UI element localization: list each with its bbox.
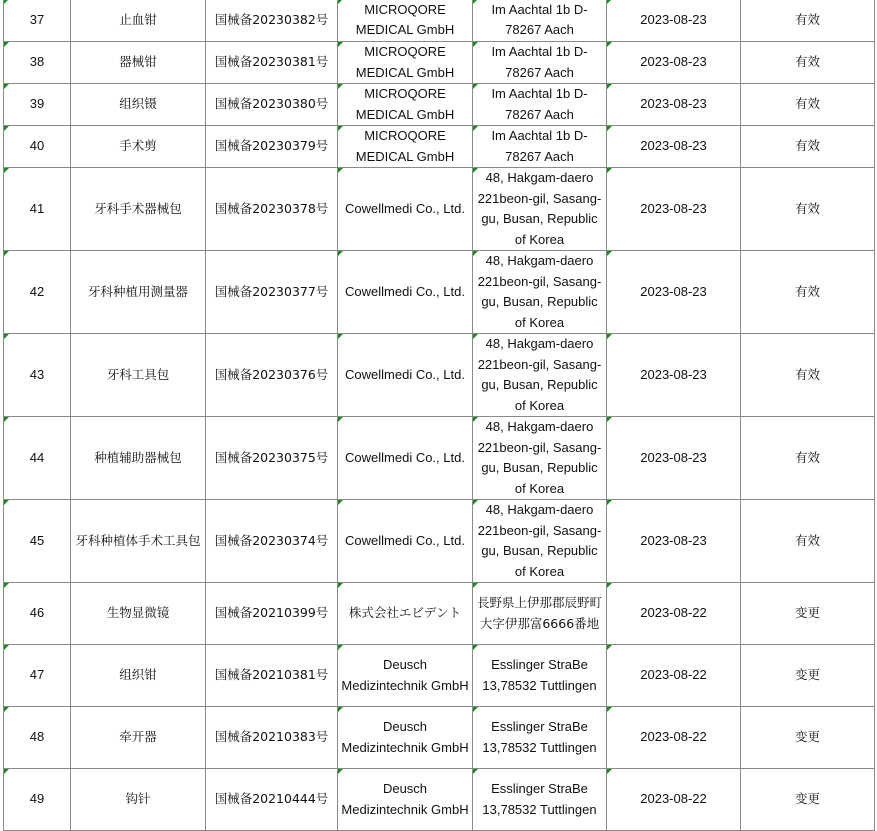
company-address: Esslinger StraBe 13,78532 Tuttlingen: [473, 645, 607, 707]
record-status: 有效: [741, 42, 875, 84]
record-date: 2023-08-23: [607, 42, 741, 84]
registration-number: 国械备20230376号: [206, 334, 338, 417]
record-status: 有效: [741, 168, 875, 251]
record-status: 有效: [741, 500, 875, 583]
record-status: 变更: [741, 769, 875, 831]
company-name: MICROQORE MEDICAL GmbH: [338, 84, 473, 126]
company-address: 48, Hakgam-daero 221beon-gil, Sasang-gu, Busan, Republic of Korea: [473, 251, 607, 334]
registration-number: 国械备20230375号: [206, 417, 338, 500]
company-name: Cowellmedi Co., Ltd.: [338, 334, 473, 417]
registration-number: 国械备20230379号: [206, 126, 338, 168]
row-number: 40: [4, 126, 71, 168]
company-name: MICROQORE MEDICAL GmbH: [338, 126, 473, 168]
product-name: 牙科种植用测量器: [71, 251, 206, 334]
product-name: 种植辅助器械包: [71, 417, 206, 500]
record-status: 有效: [741, 126, 875, 168]
record-date: 2023-08-23: [607, 417, 741, 500]
record-status: 有效: [741, 417, 875, 500]
registration-table: [3, 0, 875, 831]
company-address: 48, Hakgam-daero 221beon-gil, Sasang-gu, Busan, Republic of Korea: [473, 334, 607, 417]
company-name: Cowellmedi Co., Ltd.: [338, 168, 473, 251]
table-row: [4, 707, 875, 769]
table-row: [4, 334, 875, 417]
product-name: 组织钳: [71, 645, 206, 707]
product-name: 牵开器: [71, 707, 206, 769]
company-address: 48, Hakgam-daero 221beon-gil, Sasang-gu, Busan, Republic of Korea: [473, 500, 607, 583]
row-number: 45: [4, 500, 71, 583]
company-name: Cowellmedi Co., Ltd.: [338, 417, 473, 500]
row-number: 44: [4, 417, 71, 500]
registration-number: 国械备20230378号: [206, 168, 338, 251]
row-number: 48: [4, 707, 71, 769]
company-address: 48, Hakgam-daero 221beon-gil, Sasang-gu, Busan, Republic of Korea: [473, 417, 607, 500]
registration-number: 国械备20210399号: [206, 583, 338, 645]
record-status: 有效: [741, 334, 875, 417]
record-date: 2023-08-22: [607, 583, 741, 645]
company-address: Im Aachtal 1b D-78267 Aach: [473, 126, 607, 168]
registration-number: 国械备20210444号: [206, 769, 338, 831]
company-address: Im Aachtal 1b D-78267 Aach: [473, 42, 607, 84]
table-row: [4, 42, 875, 84]
company-address: 48, Hakgam-daero 221beon-gil, Sasang-gu, Busan, Republic of Korea: [473, 168, 607, 251]
table-row: [4, 0, 875, 42]
record-status: 变更: [741, 583, 875, 645]
registration-number: 国械备20230381号: [206, 42, 338, 84]
company-name: Cowellmedi Co., Ltd.: [338, 500, 473, 583]
record-status: 变更: [741, 645, 875, 707]
table-row: [4, 84, 875, 126]
company-address: Im Aachtal 1b D-78267 Aach: [473, 0, 607, 42]
row-number: 43: [4, 334, 71, 417]
record-status: 有效: [741, 0, 875, 42]
row-number: 37: [4, 0, 71, 42]
registration-number: 国械备20230377号: [206, 251, 338, 334]
registration-number: 国械备20230374号: [206, 500, 338, 583]
row-number: 42: [4, 251, 71, 334]
table-row: [4, 417, 875, 500]
record-date: 2023-08-23: [607, 84, 741, 126]
product-name: 牙科种植体手术工具包: [71, 500, 206, 583]
record-status: 有效: [741, 251, 875, 334]
product-name: 手术剪: [71, 126, 206, 168]
record-date: 2023-08-22: [607, 769, 741, 831]
row-number: 46: [4, 583, 71, 645]
company-name: 株式会社エビデント: [338, 583, 473, 645]
table-row: [4, 168, 875, 251]
company-address: Im Aachtal 1b D-78267 Aach: [473, 84, 607, 126]
record-date: 2023-08-22: [607, 645, 741, 707]
row-number: 39: [4, 84, 71, 126]
registration-number: 国械备20230380号: [206, 84, 338, 126]
record-date: 2023-08-22: [607, 707, 741, 769]
record-status: 变更: [741, 707, 875, 769]
table-row: [4, 645, 875, 707]
record-date: 2023-08-23: [607, 168, 741, 251]
product-name: 牙科工具包: [71, 334, 206, 417]
company-name: Deusch Medizintechnik GmbH: [338, 645, 473, 707]
record-date: 2023-08-23: [607, 500, 741, 583]
company-address: Esslinger StraBe 13,78532 Tuttlingen: [473, 707, 607, 769]
record-date: 2023-08-23: [607, 126, 741, 168]
product-name: 生物显微镜: [71, 583, 206, 645]
company-name: Deusch Medizintechnik GmbH: [338, 769, 473, 831]
table-row: [4, 583, 875, 645]
table-row: [4, 251, 875, 334]
product-name: 牙科手术器械包: [71, 168, 206, 251]
row-number: 47: [4, 645, 71, 707]
record-status: 有效: [741, 84, 875, 126]
record-date: 2023-08-23: [607, 251, 741, 334]
row-number: 38: [4, 42, 71, 84]
company-name: Deusch Medizintechnik GmbH: [338, 707, 473, 769]
company-name: Cowellmedi Co., Ltd.: [338, 251, 473, 334]
registration-number: 国械备20210381号: [206, 645, 338, 707]
table-row: [4, 126, 875, 168]
row-number: 41: [4, 168, 71, 251]
table-row: [4, 500, 875, 583]
record-date: 2023-08-23: [607, 334, 741, 417]
product-name: 止血钳: [71, 0, 206, 42]
row-number: 49: [4, 769, 71, 831]
registration-number: 国械备20230382号: [206, 0, 338, 42]
record-date: 2023-08-23: [607, 0, 741, 42]
company-address: 長野県上伊那郡辰野町大字伊那富6666番地: [473, 583, 607, 645]
product-name: 钩针: [71, 769, 206, 831]
registration-number: 国械备20210383号: [206, 707, 338, 769]
company-name: MICROQORE MEDICAL GmbH: [338, 0, 473, 42]
company-name: MICROQORE MEDICAL GmbH: [338, 42, 473, 84]
table-row: [4, 769, 875, 831]
product-name: 器械钳: [71, 42, 206, 84]
company-address: Esslinger StraBe 13,78532 Tuttlingen: [473, 769, 607, 831]
product-name: 组织镊: [71, 84, 206, 126]
